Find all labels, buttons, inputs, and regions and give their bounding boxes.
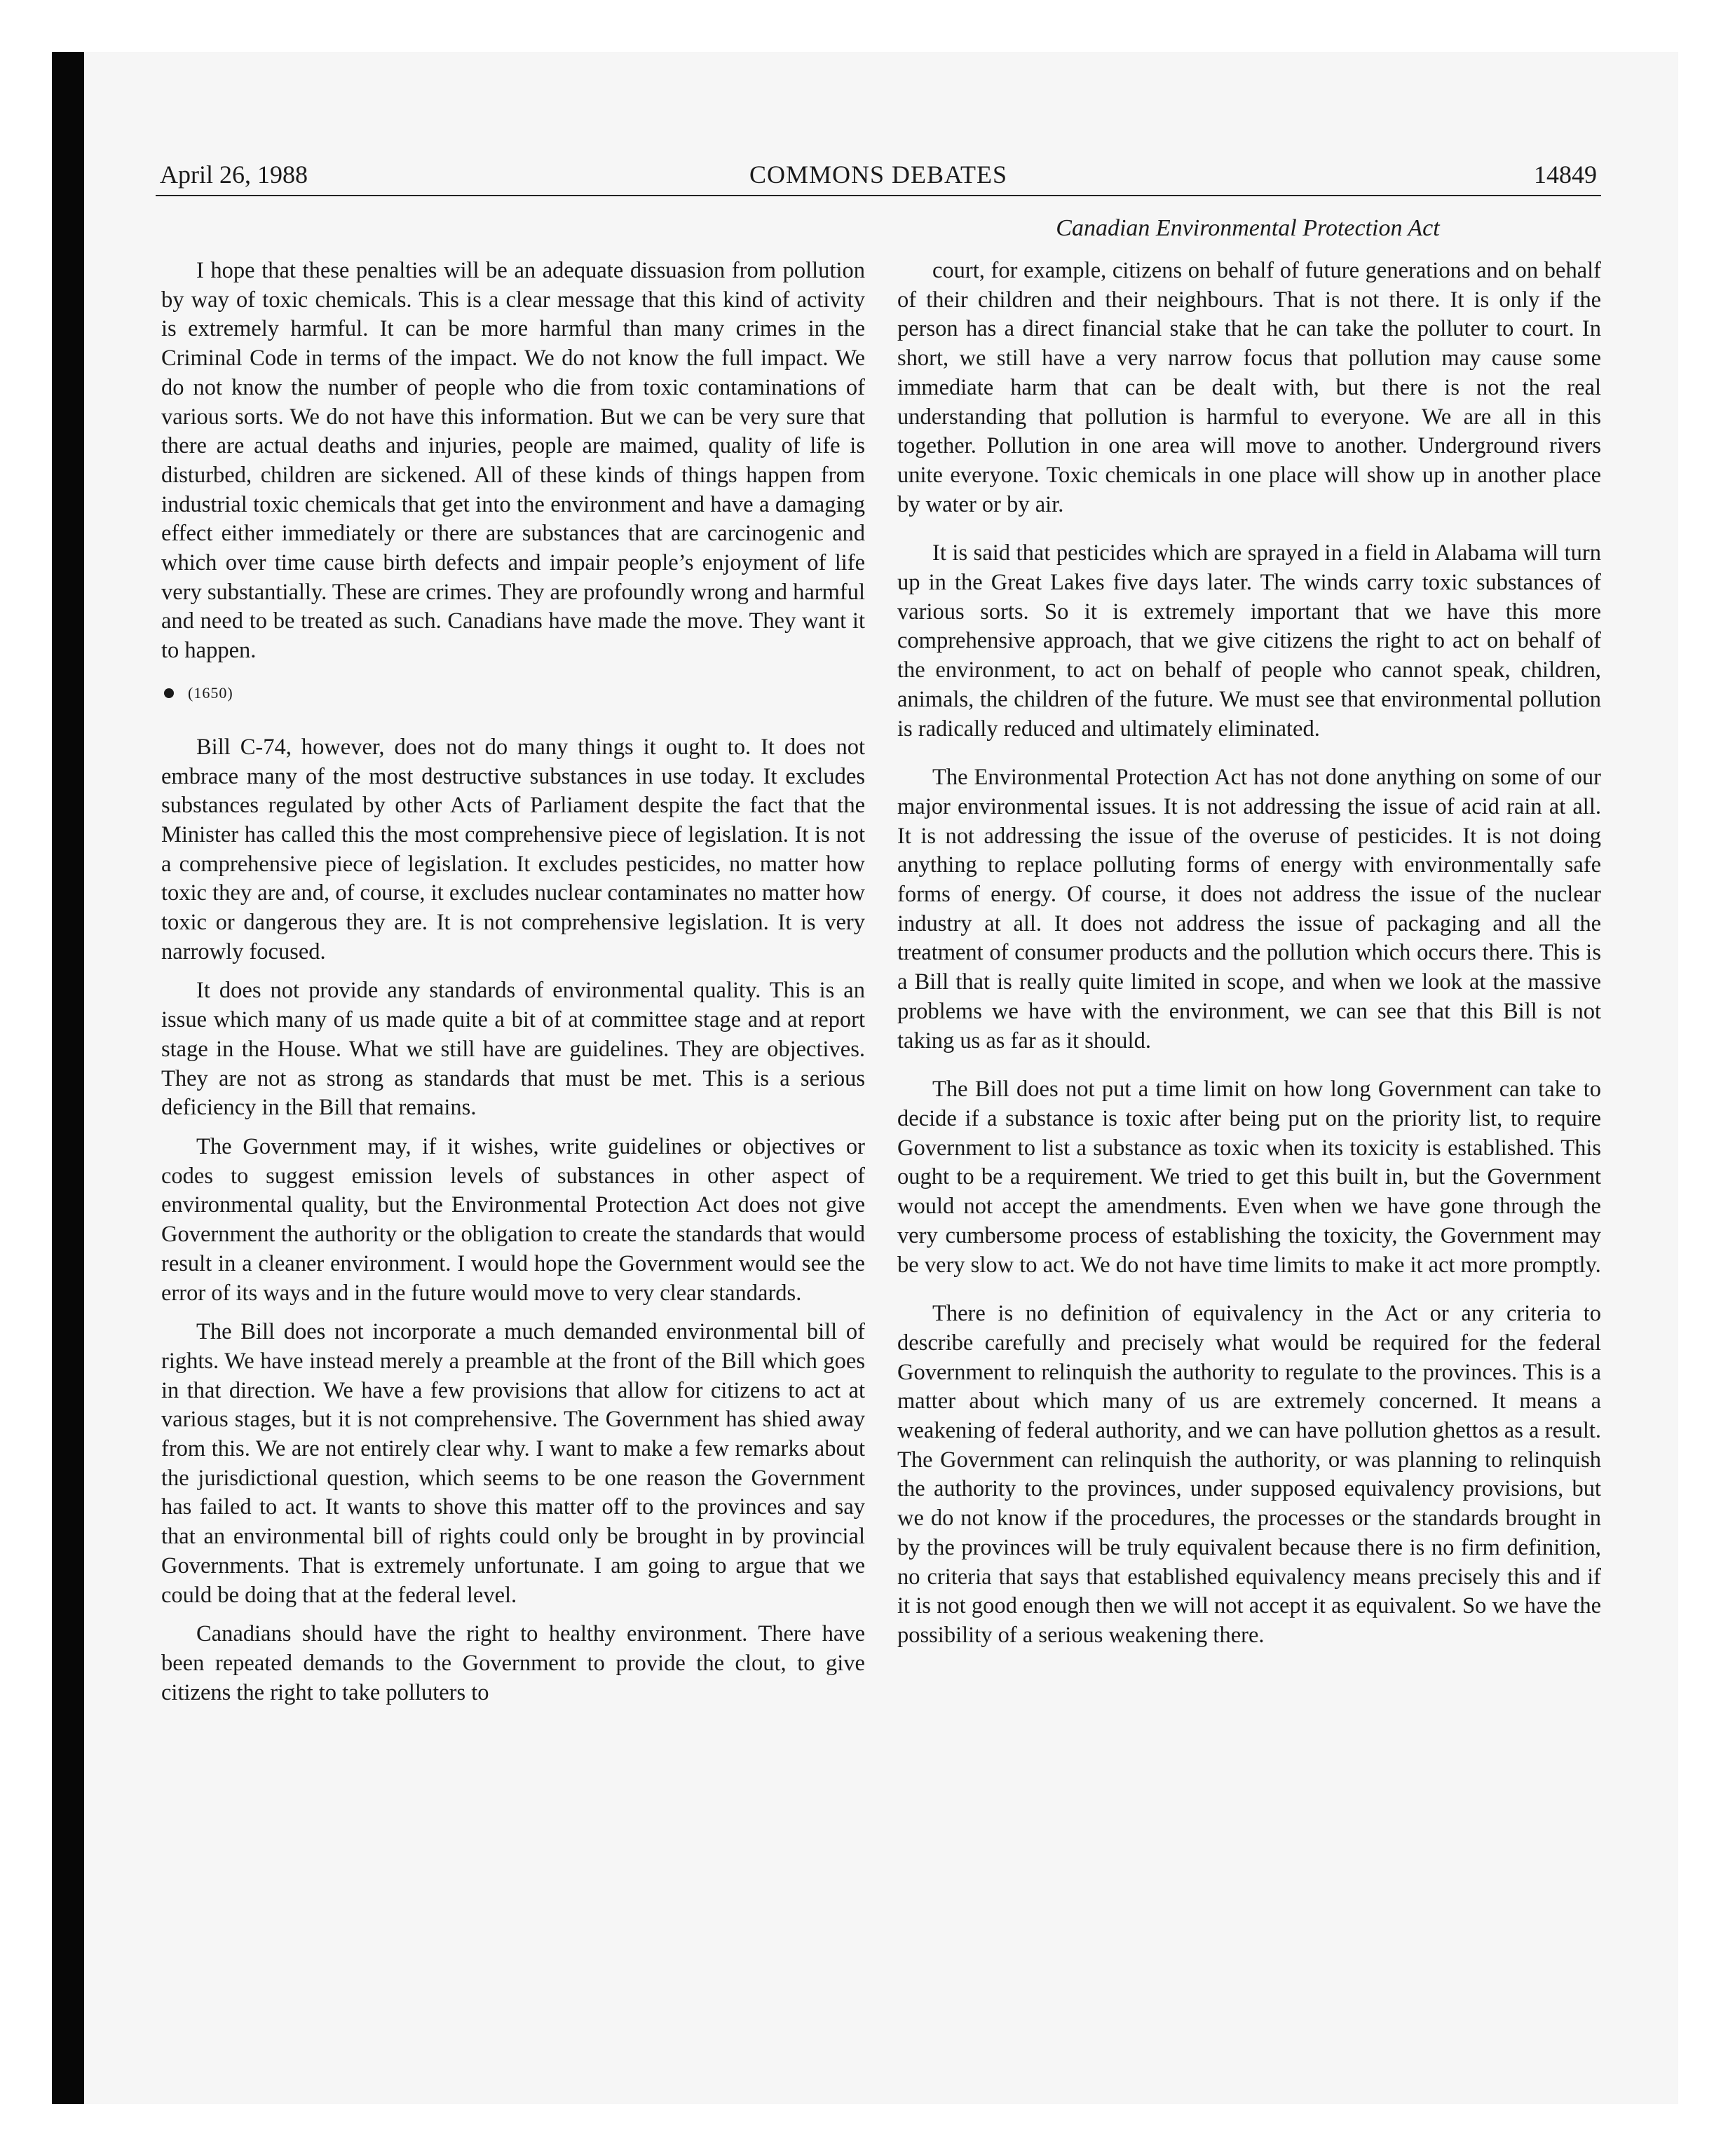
paragraph: There is no definition of equivalency in the Act or any criteria to describe carefully and precisely what would be required for the federal Government to relinquish the authority to regulate to the provinces. This is a matter about which many of us are extremely concerned. It means a weakening of federal authority, and we can have pollution ghettos as a result. The Government can relinquish the authority, or was planning to relinquish the authority to the provinces, under supposed equivalency provisions, but we do not know if the procedures, the processes or the standards brought in by the provinces will be truly equivalent because there is no firm definition, no criteria that says that established equivalency means precisely this and if it is not good enough then we will not accept it as equivalent. So we have the possibility of a serious weakening there. [897,1301,1601,1648]
document-page [156,156,1601,1978]
paragraph: I hope that these penalties will be an adequate dissuasion from pollution by way of toxic chemicals. This is a clear message that this kind of activity is extremely harmful. It can be more harmful than many crimes in the Criminal Code in terms of the impact. We do not know the full impact. We do not know the number of people who die from toxic contaminations of various sorts. We do not have this information. But we can be very sure that there are actual deaths and injuries, people are maimed, quality of life is disturbed, children are sickened. All of these kinds of things happen from industrial toxic chemicals that get into the environment and have a damaging effect either immediately or there are substances that are carcinogenic and which over time cause birth defects and impair people’s enjoyment of life very substantially. These are crimes. They are profoundly wrong and harmful and need to be treated as such. Canadians have made the move. They want it to happen. [161,258,865,664]
timestamp-marker [161,683,865,704]
paragraph: The Environmental Protection Act has not done anything on some of our major environmental issues. It is not addressing the issue of acid rain at all. It is not addressing the issue of the overuse of pesticides. It is not doing anything to replace polluting forms of energy with environmentally safe forms of energy. Of course, it does not address the issue of the nuclear industry at all. It does not address the issue of packaging and all the treatment of consumer products and the pollution which occurs there. This is a Bill that is really quite limited in scope, and when we look at the massive problems we have with the environment, we can see that this Bill is not taking us as far as it should. [897,765,1601,1053]
header-page-number: 14849 [1534,161,1597,189]
paragraph: It does not provide any standards of environmental quality. This is an issue which many of us made quite a bit of at committee stage and at report stage in the House. What we still have are guidelines. They are objectives. They are not as strong as standards that must be met. This is a serious deficiency in the Bill that remains. [161,978,865,1121]
timestamp-text: (1650) [188,683,233,702]
right-column [897,257,1601,1660]
header-rule [156,195,1601,196]
bullet-icon [164,688,174,698]
paragraph: Canadians should have the right to healthy environment. There have been repeated demands to the Government to provide the clout, to give citizens the right to take polluters to [161,1621,865,1705]
header-date: April 26, 1988 [160,161,308,189]
paragraph: The Bill does not put a time limit on how long Government can take to decide if a substance is toxic after being put on the priority list, to require Government to list a substance as toxic when its toxicity is established. This ought to be a requirement. We tried to get this built in, but the Government would not accept the amendments. Even when we have gone through the very cumbersome process of establishing the toxicity, the Government may be very slow to act. We do not have time limits to make it act more promptly. [897,1077,1601,1278]
section-title: Canadian Environmental Protection Act [1056,215,1440,241]
left-column [161,257,865,1717]
paragraph: Bill C-74, however, does not do many things it ought to. It does not embrace many of the most destructive substances in use today. It excludes substances regulated by other Acts of Parliament despite the fact that the Minister has called this the most comprehensive piece of legislation. It is not a comprehensive piece of legislation. It excludes pesticides, no matter how toxic they are and, of course, it excludes nuclear contaminates no matter how toxic or dangerous they are. It is not comprehensive legislation. It is very narrowly focused. [161,734,865,964]
paragraph: court, for example, citizens on behalf of future generations and on behalf of their children and their neighbours. That is not there. It is only if the person has a direct financial stake that he can take the polluter to court. In short, we still have a very narrow focus that pollution may cause some immediate harm that can be dealt with, but there is not the real understanding that pollution is harmful to everyone. We are all in this together. Pollution in one area will move to another. Underground rivers unite everyone. Toxic chemicals in one place will show up in another place by water or by air. [897,258,1601,517]
header-publication: COMMONS DEBATES [749,161,1008,189]
paragraph: The Government may, if it wishes, write guidelines or objectives or codes to suggest emission levels of substances in other aspect of environmental quality, but the Environmental Protection Act does not give Government the authority or the obligation to create the standards that would result in a cleaner environment. I would hope the Government would see the error of its ways and in the future would move to very clear standards. [161,1133,865,1306]
paragraph: The Bill does not incorporate a much demanded environmental bill of rights. We have instead merely a preamble at the front of the Bill which goes in that direction. We have a few provisions that allow for citizens to act at various stages, but it is not comprehensive. The Government has shied away from this. We are not entirely clear why. I want to make a few remarks about the jurisdictional question, which seems to be one reason the Government has failed to act. It wants to shove this matter off to the provinces and say that an environmental bill of rights could only be brought in by provincial Governments. That is extremely unfortunate. I am going to argue that we could be doing that at the federal level. [161,1319,865,1608]
binding-edge [52,52,84,2104]
page-header [156,156,1601,192]
paragraph: It is said that pesticides which are sprayed in a field in Alabama will turn up in the Great Lakes five days later. The winds carry toxic substances of various sorts. So it is extremely important that we have this more comprehensive approach, that we give citizens the right to act on behalf of the environment, to act on behalf of people who cannot speak, children, animals, the children of the future. We must see that environmental pollution is radically reduced and ultimately eliminated. [897,540,1601,742]
